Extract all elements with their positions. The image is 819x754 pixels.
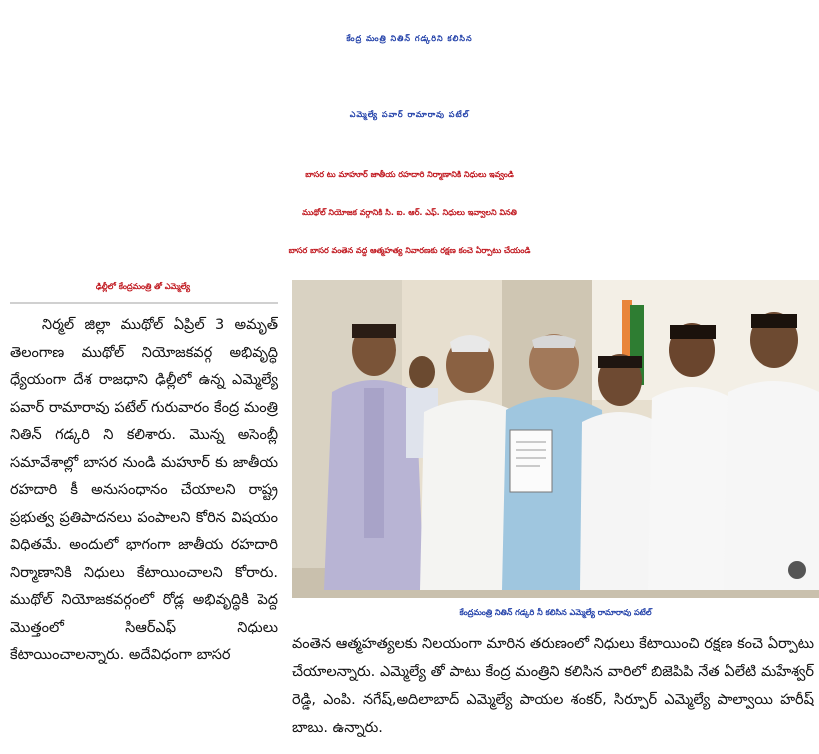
news-photo (292, 280, 819, 598)
subheadline-3: బాసర బాసర వంతెన వద్ద ఆత్మహత్య నివారణకు రక్షణ కంచె ఏర్పాటు చేయండి (288, 246, 531, 255)
article-body: నిర్మల్ జిల్లా ముథోల్ ఏప్రిల్ 3 అమృత్ తెలంగాణ ముథోల్ నియోజకవర్గ అభివృద్ధి ధ్యేయంగా దేశ రాజధాని ఢిల్లీలో ఉన్న ఎమ్మెల్యే పవార్ రామారావు పటేల్ గురువారం కేంద్ర మంత్రి నితిన్ గడ్కరి ని కలిశారు. మొన్న అసెంబ్లీ సమావేశాల్లో బాసర నుండి మహూర్ కు జాతీయ రహదారి కీ అనుసంధానం చేయాలని రాష్ట్ర ప్రభుత్వ ప్రతిపాదనలు పంపాలని కోరిన విషయం విధితమే. అందులో భాగంగా జాతీయ రహదారి నిర్మాణానికి నిధులు కేటాయించాలని కోరారు. ముథోల్ నియోజకవర్గంలో రోడ్ల అభివృద్ధికి పెద్ద మొత్తంలో సిఆర్ఎఫ్ నిధులు కేటాయించాలన్నారు. అదేవిధంగా బాసర (10, 317, 278, 663)
section-header: ఢిల్లీలో కేంద్రమంత్రి తో ఎమ్మెల్యే (95, 282, 191, 291)
subheadline-2: ముథోల్ నియోజక వర్గానికి సి. ఐ. ఆర్. ఎఫ్. నిధులు ఇవ్వాలని వినతి (302, 208, 517, 217)
headline-line-2: ఎమ్మెల్యే పవార్ రామారావు పటేల్ (349, 110, 470, 119)
headline-line-1: కేంద్ర మంత్రి నితిన్ గడ్కరిని కలిసిన (346, 34, 473, 43)
subheadline-1: బాసర టు మాహూర్ జాతీయ రహదారి నిర్మాణానికి నిధులు ఇవ్వండి (305, 170, 514, 179)
photo-caption: కేంద్రమంత్రి నితిన్ గడ్కరి నీ కలిసిన ఎమ్మెల్యే రామారావు పటేల్ (459, 608, 652, 617)
article-continued: వంతెన ఆత్మహత్యలకు నిలయంగా మారిన తరుణంలో నిధులు కేటాయించి రక్షణ కంచె ఏర్పాటు చేయాలన్నారు. ఎమ్మెల్యే తో పాటు కేంద్ర మంత్రిని కలిసిన వారిలో బిజెపిపి నేత ఏలేటి మహేశ్వర్ రెడ్డి, ఎంపి. నగేష్,అదిలాబాద్ ఎమ్మెల్యే పాయల శంకర్, సిర్పూర్ ఎమ్మెల్యే పాల్వాయి హరీష్ బాబు. ఉన్నారు. (292, 636, 814, 736)
header-divider (10, 302, 278, 304)
